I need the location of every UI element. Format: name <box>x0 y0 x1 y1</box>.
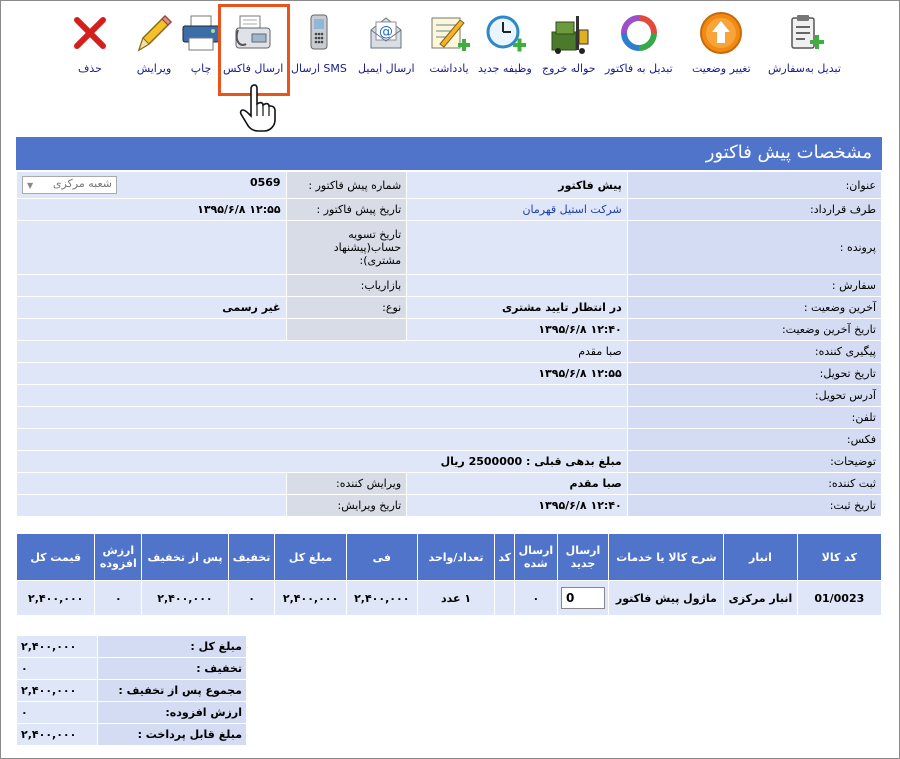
title-value: پیش فاکتور <box>407 172 627 198</box>
type-value: غیر رسمی <box>17 297 286 318</box>
phone-value <box>17 407 627 428</box>
branch-select-value: شعبه مرکزی <box>52 177 112 190</box>
exit-voucher-button[interactable] <box>542 10 596 76</box>
discount-label: تخفیف : <box>98 658 246 679</box>
col-header: ارزش افزوده <box>95 534 141 580</box>
order-value <box>407 275 627 296</box>
order-label: سفارش : <box>628 275 881 296</box>
empty-value <box>17 319 286 340</box>
number-value: 0569 <box>249 176 281 189</box>
item-discount: ۰ <box>229 581 275 615</box>
item-description: ماژول پیش فاکتور <box>609 581 723 615</box>
total-amount-value: ۲,۴۰۰,۰۰۰ <box>17 636 97 657</box>
after-discount-label: مجموع پس از تخفیف : <box>98 680 246 701</box>
vat-label: ارزش افزوده: <box>98 702 246 723</box>
delivery-date-label: تاریخ تحویل: <box>628 363 881 384</box>
follower-value: صبا مقدم <box>17 341 627 362</box>
col-header: مبلغ کل <box>275 534 345 580</box>
edit-date-value <box>17 495 286 516</box>
convert-to-order-icon <box>781 10 827 56</box>
item-code: 01/0023 <box>798 581 881 615</box>
item-unit-price: ۲,۴۰۰,۰۰۰ <box>347 581 417 615</box>
title-label: عنوان: <box>628 172 881 198</box>
col-header: ارسال جدید <box>558 534 609 580</box>
marketer-value <box>17 275 286 296</box>
item-vat: ۰ <box>95 581 141 615</box>
last-status-date-value: ۱۲:۴۰ ۱۳۹۵/۶/۸ <box>407 319 627 340</box>
item-code2 <box>495 581 514 615</box>
vat-value: ۰ <box>17 702 97 723</box>
delete-label: حذف <box>78 62 102 75</box>
col-header: تخفیف <box>229 534 275 580</box>
col-header: پس از تخفیف <box>142 534 227 580</box>
total-amount-label: مبلغ کل : <box>98 636 246 657</box>
case-label: پرونده : <box>628 221 881 274</box>
type-label: نوع: <box>287 297 407 318</box>
delivery-date-value: ۱۲:۵۵ ۱۳۹۵/۶/۸ <box>17 363 627 384</box>
item-total-amount: ۲,۴۰۰,۰۰۰ <box>275 581 345 615</box>
send-email-button[interactable] <box>358 10 415 76</box>
registrar-label: ثبت کننده: <box>628 473 881 494</box>
section-header: مشخصات پیش فاکتور <box>16 137 882 170</box>
details-table <box>16 171 882 517</box>
note-icon <box>426 10 472 56</box>
last-status-date-label: تاریخ آخرین وضعیت: <box>628 319 881 340</box>
party-link[interactable]: شرکت استیل قهرمان <box>407 199 627 220</box>
date-value: ۱۲:۵۵ ۱۳۹۵/۶/۸ <box>17 199 286 220</box>
settle-label: تاریخ تسویه حساب(پیشنهاد مشتری): <box>287 221 407 274</box>
new-task-icon <box>482 10 528 56</box>
reg-date-label: تاریخ ثبت: <box>628 495 881 516</box>
fax-value <box>17 429 627 450</box>
col-header: فی <box>347 534 417 580</box>
discount-value: ۰ <box>17 658 97 679</box>
last-status-label: آخرین وضعیت : <box>628 297 881 318</box>
send-sms-button[interactable] <box>291 10 347 76</box>
hand-cursor-icon <box>236 84 280 134</box>
settle-value <box>17 221 286 274</box>
item-warehouse: انبار مرکزی <box>724 581 796 615</box>
new-send-input[interactable] <box>561 587 605 609</box>
convert-to-invoice-label: تبدیل به فاکتور <box>605 62 673 75</box>
send-fax-label: ارسال فاکس <box>223 62 284 75</box>
party-label: طرف قرارداد: <box>628 199 881 220</box>
note-button[interactable] <box>426 10 472 76</box>
fax-highlight-box <box>218 4 290 96</box>
editor-label: ویرایش کننده: <box>287 473 407 494</box>
table-row <box>17 581 881 615</box>
change-status-icon <box>698 10 744 56</box>
convert-to-invoice-button[interactable] <box>605 10 673 76</box>
delete-button[interactable] <box>67 10 113 76</box>
editor-value <box>17 473 286 494</box>
col-header: قیمت کل <box>17 534 94 580</box>
item-total-price: ۲,۴۰۰,۰۰۰ <box>17 581 94 615</box>
email-icon <box>363 10 409 56</box>
branch-select[interactable] <box>22 176 117 194</box>
after-discount-value: ۲,۴۰۰,۰۰۰ <box>17 680 97 701</box>
exit-voucher-label: حواله خروج <box>542 62 596 75</box>
col-header: ارسال شده <box>515 534 556 580</box>
change-status-label: تغییر وضعیت <box>692 62 751 75</box>
print-label: چاپ <box>190 62 212 75</box>
item-sent: ۰ <box>515 581 556 615</box>
edit-icon <box>131 10 177 56</box>
payable-value: ۲,۴۰۰,۰۰۰ <box>17 724 97 745</box>
date-label: تاریخ پیش فاکتور : <box>287 199 407 220</box>
col-header: شرح کالا یا خدمات <box>609 534 723 580</box>
col-header: انبار <box>724 534 796 580</box>
number-cell <box>17 172 286 198</box>
exit-voucher-icon <box>546 10 592 56</box>
delivery-address-value <box>17 385 627 406</box>
chevron-down-icon: ▼ <box>27 181 34 190</box>
phone-label: تلفن: <box>628 407 881 428</box>
new-send-cell <box>558 581 609 615</box>
totals-table <box>16 635 247 746</box>
toolbar <box>0 0 900 100</box>
new-task-label: وظیفه جدید <box>478 62 532 75</box>
edit-label: ویرایش <box>136 62 172 75</box>
fax-label: فکس: <box>628 429 881 450</box>
delete-icon <box>67 10 113 56</box>
item-after-discount: ۲,۴۰۰,۰۰۰ <box>142 581 227 615</box>
sms-icon <box>296 10 342 56</box>
items-table <box>16 533 882 616</box>
convert-to-order-label: تبدیل به‌سفارش <box>768 62 841 75</box>
new-task-button[interactable] <box>478 10 532 76</box>
send-email-label: ارسال ایمیل <box>358 62 415 75</box>
reg-date-value: ۱۲:۴۰ ۱۳۹۵/۶/۸ <box>407 495 627 516</box>
number-label: شماره پیش فاکتور : <box>287 172 407 198</box>
description-label: توضیحات: <box>628 451 881 472</box>
marketer-label: بازاریاب: <box>287 275 407 296</box>
col-header: تعداد/واحد <box>418 534 494 580</box>
description-value: مبلغ بدهی قبلی : 2500000 ریال <box>17 451 627 472</box>
col-header: کد <box>495 534 514 580</box>
empty-label <box>287 319 407 340</box>
convert-to-order-button[interactable] <box>768 10 841 76</box>
follower-label: پیگیری کننده: <box>628 341 881 362</box>
last-status-value: در انتظار تایید مشتری <box>407 297 627 318</box>
send-sms-label: ارسال SMS <box>291 62 347 75</box>
delivery-address-label: آدرس تحویل: <box>628 385 881 406</box>
note-label: یادداشت <box>429 62 469 75</box>
edit-date-label: تاریخ ویرایش: <box>287 495 407 516</box>
case-value <box>407 221 627 274</box>
item-qty-unit: ۱ عدد <box>418 581 494 615</box>
registrar-value: صبا مقدم <box>407 473 627 494</box>
edit-button[interactable] <box>131 10 177 76</box>
svg-text:@: @ <box>379 24 394 40</box>
col-header: کد کالا <box>798 534 881 580</box>
convert-to-invoice-icon <box>616 10 662 56</box>
change-status-button[interactable] <box>692 10 751 76</box>
payable-label: مبلغ قابل پرداخت : <box>98 724 246 745</box>
